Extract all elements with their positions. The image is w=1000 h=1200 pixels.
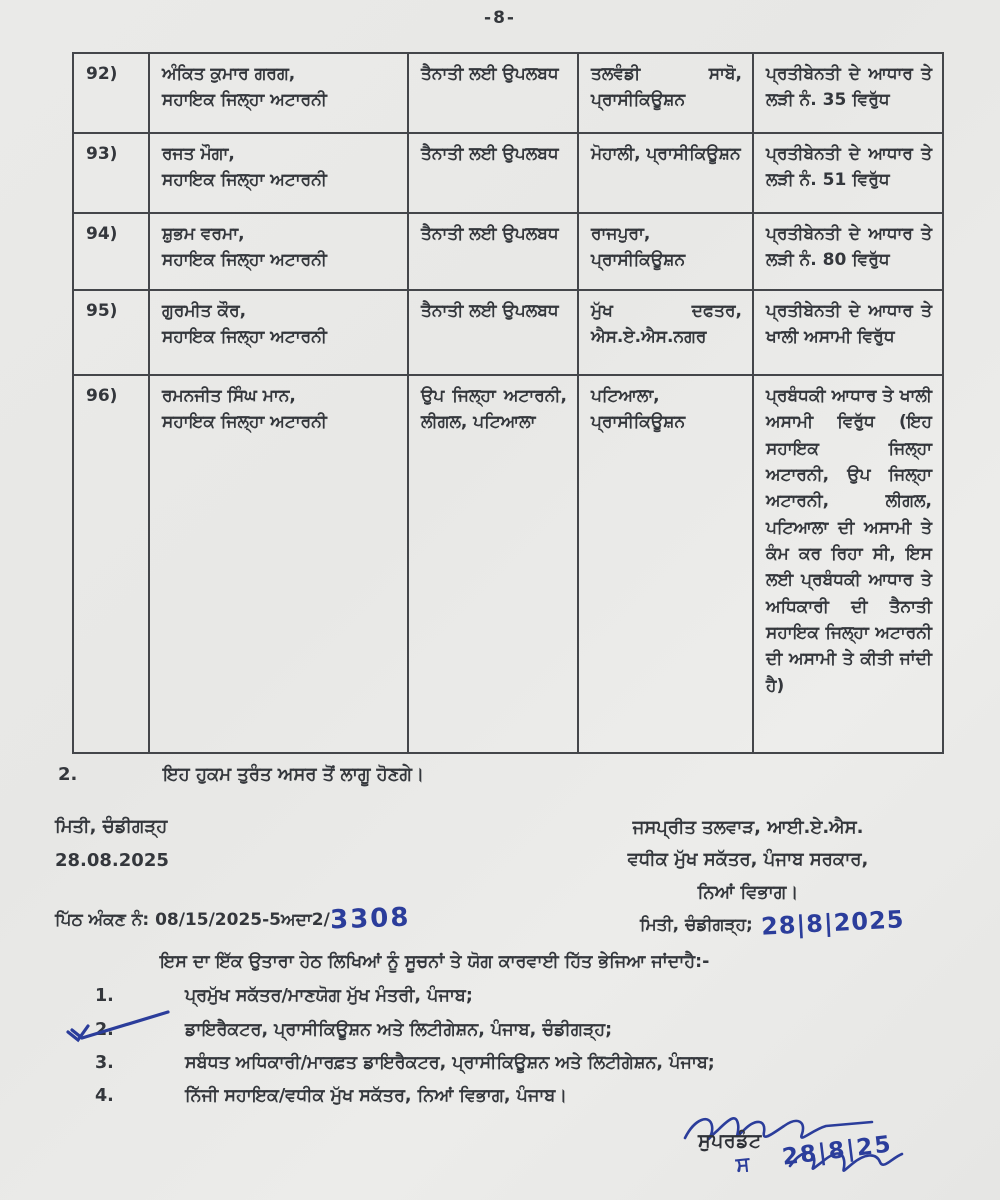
cell-posting: ਤੈਨਾਤੀ ਲਈ ਉਪਲਬਧ bbox=[408, 213, 578, 290]
cell-station: ਮੁੱਖ ਦਫਤਰ, ਐਸ.ਏ.ਐਸ.ਨਗਰ bbox=[578, 290, 753, 375]
cc-item-text: ਨਿੱਜੀ ਸਹਾਇਕ/ਵਧੀਕ ਮੁੱਖ ਸਕੱਤਰ, ਨਿਆਂ ਵਿਭਾਗ, ਪੰਜਾਬ। bbox=[185, 1086, 568, 1106]
officer-designation: ਸਹਾਇਕ ਜਿਲ੍ਹਾ ਅਟਾਰਨੀ bbox=[162, 250, 327, 271]
table-row bbox=[73, 53, 943, 133]
table-row bbox=[73, 133, 943, 213]
place-date-block bbox=[55, 810, 169, 878]
cell-posting: ਤੈਨਾਤੀ ਲਈ ਉਪਲਬਧ bbox=[408, 290, 578, 375]
signatory-department: ਨਿਆਂ ਵਿਭਾਗ। bbox=[697, 881, 799, 903]
place-line: ਮਿਤੀ, ਚੰਡੀਗੜ੍ਹ bbox=[55, 816, 168, 837]
cell-serial: 92) bbox=[73, 53, 149, 133]
endorsement-reference bbox=[55, 902, 411, 936]
endorsement-date bbox=[640, 905, 905, 941]
cell-station: ਮੋਹਾਲੀ, ਪ੍ਰਾਸੀਕਿਊਸ਼ਨ bbox=[578, 133, 753, 213]
distribution-intro: ਇਸ ਦਾ ਇੱਕ ਉਤਾਰਾ ਹੇਠ ਲਿਖਿਆਂ ਨੂੰ ਸੂਚਨਾਂ ਤੇ ਯੋਗ ਕਾਰਵਾਈ ਹਿੱਤ ਭੇਜਿਆ ਜਾਂਦਾਹੈ:- bbox=[160, 952, 710, 972]
cell-posting: ਤੈਨਾਤੀ ਲਈ ਉਪਲਬਧ bbox=[408, 133, 578, 213]
table-row bbox=[73, 290, 943, 375]
superintendent-stamp-label: ਸੁਪਰਡੰਟ bbox=[698, 1130, 762, 1152]
officer-name: ਸ਼ੁਭਮ ਵਰਮਾ, bbox=[162, 224, 245, 244]
cell-name bbox=[149, 133, 408, 213]
cell-serial: 94) bbox=[73, 213, 149, 290]
posting-roster-table bbox=[72, 52, 944, 754]
cell-station: ਰਾਜਪੁਰਾ, ਪ੍ਰਾਸੀਕਿਊਸ਼ਨ bbox=[578, 213, 753, 290]
cell-remarks: ਪ੍ਰਤੀਬੇਨਤੀ ਦੇ ਆਧਾਰ ਤੇ ਖਾਲੀ ਅਸਾਮੀ ਵਿਰੁੱਧ bbox=[753, 290, 943, 375]
officer-name: ਰਜਤ ਮੌਗਾ, bbox=[162, 144, 235, 164]
cc-item-number: 3. bbox=[95, 1053, 114, 1073]
handwritten-checkmark-icon bbox=[58, 1002, 188, 1052]
officer-designation: ਸਹਾਇਕ ਜਿਲ੍ਹਾ ਅਟਾਰਨੀ bbox=[162, 170, 327, 191]
handwritten-initial: ਸ bbox=[734, 1151, 751, 1177]
handwritten-stamp-date: 28|8|25 bbox=[780, 1131, 894, 1171]
signatory-block bbox=[552, 812, 944, 909]
date-line: 28.08.2025 bbox=[55, 850, 169, 872]
cc-item-text: ਸਬੰਧਤ ਅਧਿਕਾਰੀ/ਮਾਰਫ਼ਤ ਡਾਇਰੈਕਟਰ, ਪ੍ਰਾਸੀਕਿਊਸ਼ਨ ਅਤੇ ਲਿਟੀਗੇਸ਼ਨ, ਪੰਜਾਬ; bbox=[185, 1053, 715, 1073]
table-row bbox=[73, 213, 943, 290]
handwritten-ref-number: 3308 bbox=[329, 902, 411, 936]
cell-name bbox=[149, 213, 408, 290]
signatory-name: ਜਸਪ੍ਰੀਤ ਤਲਵਾੜ, ਆਈ.ਏ.ਐਸ. bbox=[632, 817, 864, 838]
handwritten-date: 28|8|2025 bbox=[760, 905, 905, 941]
cc-item-number: 1. bbox=[95, 986, 114, 1006]
cell-station: ਤਲਵੰਡੀ ਸਾਬੋ, ਪ੍ਰਾਸੀਕਿਊਸ਼ਨ bbox=[578, 53, 753, 133]
paragraph-number: 2. bbox=[58, 764, 78, 785]
officer-designation: ਸਹਾਇਕ ਜਿਲ੍ਹਾ ਅਟਾਰਨੀ bbox=[162, 412, 327, 433]
cell-serial: 93) bbox=[73, 133, 149, 213]
cell-name bbox=[149, 290, 408, 375]
order-paragraph-2 bbox=[58, 764, 758, 785]
cell-posting: ਉਪ ਜਿਲ੍ਹਾ ਅਟਾਰਨੀ, ਲੀਗਲ, ਪਟਿਆਲਾ bbox=[408, 375, 578, 753]
cell-remarks: ਪ੍ਰਤੀਬੇਨਤੀ ਦੇ ਆਧਾਰ ਤੇ ਲੜੀ ਨੰ. 80 ਵਿਰੁੱਧ bbox=[753, 213, 943, 290]
table-row bbox=[73, 375, 943, 753]
cell-name bbox=[149, 375, 408, 753]
officer-name: ਅੰਕਿਤ ਕੁਮਾਰ ਗਰਗ, bbox=[162, 64, 296, 84]
cell-remarks: ਪ੍ਰਤੀਬੇਨਤੀ ਦੇ ਆਧਾਰ ਤੇ ਲੜੀ ਨੰ. 35 ਵਿਰੁੱਧ bbox=[753, 53, 943, 133]
cell-serial: 95) bbox=[73, 290, 149, 375]
endorsement-ref-label: ਪਿੱਠ ਅੰਕਣ ਨੰ: 08/15/2025-5ਅਦਾ2/ bbox=[55, 910, 330, 930]
officer-designation: ਸਹਾਇਕ ਜਿਲ੍ਹਾ ਅਟਾਰਨੀ bbox=[162, 327, 327, 348]
cc-item-text: ਪ੍ਰਮੁੱਖ ਸਕੱਤਰ/ਮਾਣਯੋਗ ਮੁੱਖ ਮੰਤਰੀ, ਪੰਜਾਬ; bbox=[185, 986, 473, 1006]
cell-posting: ਤੈਨਾਤੀ ਲਈ ਉਪਲਬਧ bbox=[408, 53, 578, 133]
cell-name bbox=[149, 53, 408, 133]
officer-name: ਰਮਨਜੀਤ ਸਿੰਘ ਮਾਨ, bbox=[162, 386, 296, 406]
endorsement-date-label: ਮਿਤੀ, ਚੰਡੀਗੜ੍ਹ; bbox=[640, 915, 753, 935]
superintendent-sign-area bbox=[640, 1100, 960, 1195]
cc-item-number: 2. bbox=[95, 1020, 114, 1040]
cc-item-number: 4. bbox=[95, 1086, 114, 1106]
cc-item-text: ਡਾਇਰੈਕਟਰ, ਪ੍ਰਾਸੀਕਿਊਸ਼ਨ ਅਤੇ ਲਿਟੀਗੇਸ਼ਨ, ਪੰਜਾਬ, ਚੰਡੀਗੜ੍ਹ; bbox=[185, 1020, 613, 1040]
paragraph-text: ਇਹ ਹੁਕਮ ਤੁਰੰਤ ਅਸਰ ਤੋਂ ਲਾਗੂ ਹੋਣਗੇ। bbox=[163, 764, 425, 785]
cell-serial: 96) bbox=[73, 375, 149, 753]
signatory-title: ਵਧੀਕ ਮੁੱਖ ਸਕੱਤਰ, ਪੰਜਾਬ ਸਰਕਾਰ, bbox=[627, 849, 869, 871]
officer-designation: ਸਹਾਇਕ ਜਿਲ੍ਹਾ ਅਟਾਰਨੀ bbox=[162, 90, 327, 111]
cell-station: ਪਟਿਆਲਾ, ਪ੍ਰਾਸੀਕਿਊਸ਼ਨ bbox=[578, 375, 753, 753]
cell-remarks: ਪ੍ਰਬੰਧਕੀ ਆਧਾਰ ਤੇ ਖਾਲੀ ਅਸਾਮੀ ਵਿਰੁੱਧ (ਇਹ ਸਹਾਇਕ ਜਿਲ੍ਹਾ ਅਟਾਰਨੀ, ਉਪ ਜਿਲ੍ਹਾ ਅਟਾਰਨੀ, ਲੀਗਲ, ਪਟਿਆਲਾ ਦੀ ਅਸਾਮੀ ਤੇ ਕੰਮ ਕਰ ਰਿਹਾ ਸੀ, ਇਸ ਲਈ ਪ੍ਰਬੰਧਕੀ ਆਧਾਰ ਤੇ ਅਧਿਕਾਰੀ ਦੀ ਤੈਨਾਤੀ ਸਹਾਇਕ ਜਿਲ੍ਹਾ ਅਟਾਰਨੀ ਦੀ ਅਸਾਮੀ ਤੇ ਕੀਤੀ ਜਾਂਦੀ ਹੈ) bbox=[753, 375, 943, 753]
page-number: -8- bbox=[484, 8, 516, 28]
cell-remarks: ਪ੍ਰਤੀਬੇਨਤੀ ਦੇ ਆਧਾਰ ਤੇ ਲੜੀ ਨੰ. 51 ਵਿਰੁੱਧ bbox=[753, 133, 943, 213]
officer-name: ਗੁਰਮੀਤ ਕੌਰ, bbox=[162, 301, 247, 321]
